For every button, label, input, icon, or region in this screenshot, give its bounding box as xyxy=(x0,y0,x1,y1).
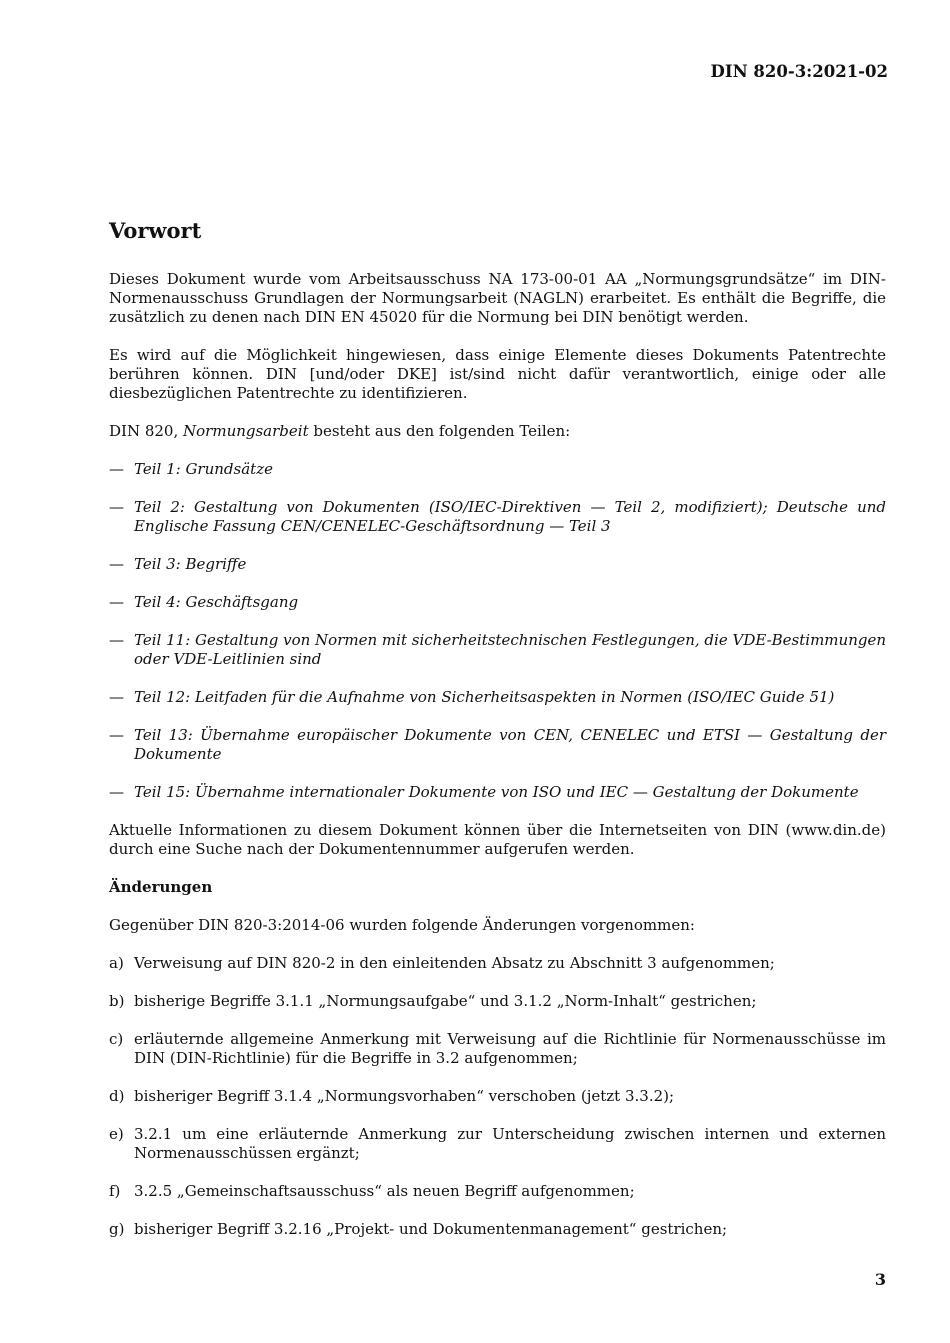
parts-list-item xyxy=(109,593,886,612)
parts-intro-title: Normungsarbeit xyxy=(183,422,309,440)
part-title: Teil 4: Geschäftsgang xyxy=(134,593,299,611)
part-title: Teil 2: Gestaltung von Dokumenten (ISO/IEC-Direktiven — Teil 2, modifiziert); Deutsche und Englische Fassung CEN/CENELEC-Geschäftsordnung — Teil 3 xyxy=(134,498,886,535)
page-content xyxy=(109,218,886,1258)
parts-intro xyxy=(109,422,886,441)
change-text: bisheriger Begriff 3.2.16 „Projekt- und Dokumentenmanagement“ gestrichen; xyxy=(134,1220,728,1238)
changes-list-item xyxy=(109,954,886,973)
parts-list xyxy=(109,460,886,802)
parts-intro-suffix: besteht aus den folgenden Teilen: xyxy=(308,422,571,440)
parts-list-item xyxy=(109,631,886,669)
parts-list-item xyxy=(109,726,886,764)
list-marker: c) xyxy=(109,1030,124,1048)
list-marker: — xyxy=(109,783,124,801)
change-text: bisheriger Begriff 3.1.4 „Normungsvorhaben“ verschoben (jetzt 3.3.2); xyxy=(134,1087,675,1105)
list-marker: — xyxy=(109,631,124,649)
part-title: Teil 11: Gestaltung von Normen mit sicherheitstechnischen Festlegungen, die VDE-Bestimmungen oder VDE-Leitlinien sind xyxy=(134,631,886,668)
part-title: Teil 13: Übernahme europäischer Dokumente von CEN, CENELEC und ETSI — Gestaltung der Dokumente xyxy=(134,726,886,763)
part-title: Teil 15: Übernahme internationaler Dokumente von ISO und IEC — Gestaltung der Dokumente xyxy=(134,783,859,801)
part-title: Teil 1: Grundsätze xyxy=(134,460,273,478)
list-marker: — xyxy=(109,555,124,573)
parts-list-item xyxy=(109,688,886,707)
change-text: bisherige Begriffe 3.1.1 „Normungsaufgabe“ und 3.1.2 „Norm-Inhalt“ gestrichen; xyxy=(134,992,757,1010)
list-marker: — xyxy=(109,726,124,744)
changes-list-item xyxy=(109,1087,886,1106)
change-text: 3.2.1 um eine erläuternde Anmerkung zur Unterscheidung zwischen internen und externen Normenausschüssen ergänzt; xyxy=(134,1125,886,1162)
parts-list-item xyxy=(109,460,886,479)
parts-intro-prefix: DIN 820, xyxy=(109,422,184,440)
foreword-paragraph-1: Dieses Dokument wurde vom Arbeitsausschuss NA 173-00-01 AA „Normungsgrundsätze“ im DIN-Normenausschuss Grundlagen der Normungsarbeit (NAGLN) erarbeitet. Es enthält die Begriffe, die zusätzlich zu denen nach DIN EN 45020 für die Normung bei DIN benötigt werden. xyxy=(109,270,886,326)
info-paragraph: Aktuelle Informationen zu diesem Dokument können über die Internetseiten von DIN (www.din.de) durch eine Suche nach der Dokumentennummer aufgerufen werden. xyxy=(109,821,886,858)
change-text: Verweisung auf DIN 820-2 in den einleitenden Absatz zu Abschnitt 3 aufgenommen; xyxy=(134,954,775,972)
list-marker: — xyxy=(109,688,124,706)
document-id: DIN 820-3:2021-02 xyxy=(710,62,888,81)
parts-list-item xyxy=(109,555,886,574)
changes-list-item xyxy=(109,992,886,1011)
change-text: 3.2.5 „Gemeinschaftsausschuss“ als neuen Begriff aufgenommen; xyxy=(134,1182,635,1200)
list-marker: a) xyxy=(109,954,124,972)
part-title: Teil 3: Begriffe xyxy=(134,555,247,573)
page-number: 3 xyxy=(874,1270,886,1289)
parts-list-item xyxy=(109,498,886,536)
list-marker: — xyxy=(109,498,124,516)
list-marker: g) xyxy=(109,1220,125,1238)
foreword-paragraph-2: Es wird auf die Möglichkeit hingewiesen, dass einige Elemente dieses Dokuments Patentrechte berühren können. DIN [und/oder DKE] ist/sind nicht dafür verantwortlich, einige oder alle diesbezüglichen Patentrechte zu identifizieren. xyxy=(109,346,886,402)
list-marker: b) xyxy=(109,992,125,1010)
list-marker: — xyxy=(109,460,124,478)
list-marker: — xyxy=(109,593,124,611)
part-title: Teil 12: Leitfaden für die Aufnahme von Sicherheitsaspekten in Normen (ISO/IEC Guide 51) xyxy=(134,688,835,706)
list-marker: d) xyxy=(109,1087,125,1105)
changes-list-item xyxy=(109,1125,886,1163)
section-title: Vorwort xyxy=(109,218,202,243)
changes-list-item xyxy=(109,1182,886,1201)
parts-list-item xyxy=(109,783,886,802)
changes-heading: Änderungen xyxy=(109,878,213,896)
change-text: erläuternde allgemeine Anmerkung mit Verweisung auf die Richtlinie für Normenausschüsse im DIN (DIN-Richtlinie) für die Begriffe in 3.2 aufgenommen; xyxy=(134,1030,886,1067)
changes-list-item xyxy=(109,1220,886,1239)
list-marker: f) xyxy=(109,1182,121,1200)
changes-list-item xyxy=(109,1030,886,1068)
changes-list xyxy=(109,954,886,1239)
changes-intro: Gegenüber DIN 820-3:2014-06 wurden folgende Änderungen vorgenommen: xyxy=(109,916,695,934)
list-marker: e) xyxy=(109,1125,124,1143)
